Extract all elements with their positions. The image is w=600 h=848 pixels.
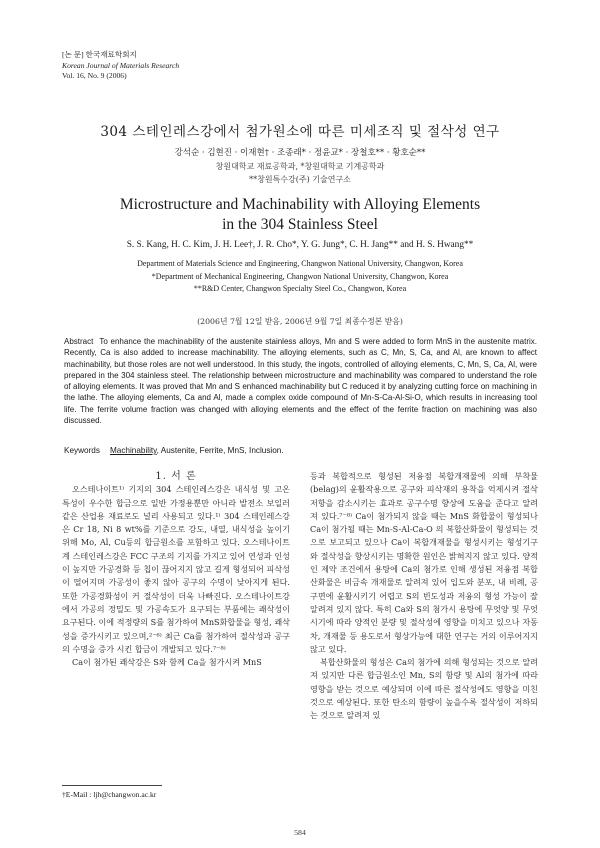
journal-header [62,50,179,82]
english-affiliations [0,258,600,296]
english-affiliation-1: Department of Materials Science and Engineering, Changwon National University, Changwon, Korea [137,259,463,268]
korean-authors: 강석순 · 김현진 · 이재현† · 조종래* · 정윤교* · 장철호** · 황호순** [174,148,426,158]
english-title-line-2: in the 304 Stainless Steel [222,216,378,233]
footnote-divider [62,785,162,786]
keywords-rest: , Austenite, Ferrite, MnS, Inclusion. [156,446,284,455]
korean-title: 304 스테인레스강에서 첨가원소에 따른 미세조직 및 절삭성 연구 [100,124,500,140]
left-paragraph-1: 오스테나이트¹⁾ 기지의 304 스테인레스강은 내식성 및 고온 특성이 우수한 합금으로 일반 가정용뿐만 아니라 발전소 보일러 같은 산업용 재료로도 널리 사용되고 있다.¹⁾ 304 스테인레스강은 Cr 18, Ni 8 wt%를 기준으로 강도, 내열, 내식성을 높이기 위해 Mo, Al, Cu등의 합금원소를 포함하고 있다. 오스테나이트계 스테인레스강은 FCC 구조의 기지를 가지고 있어 연성과 인성이 높지만 가공경화 등 칩이 끊어지지 않고 길게 형성되어 피삭성이 떨어지며 가공성이 좋지 않아 공구의 수명이 낮아지게 된다. 또한 가공경화성이 커 절삭성이 더욱 나빠진다. 오스테나이트강에서 가공의 정밀도 및 가공속도가 요구되는 부품에는 쾌삭성이 요구된다. 이에 적정량의 S를 첨가하여 MnS화합물을 형성, 쾌삭성을 증가시키고 있으며,²⁻⁶⁾ 최근 Ca를 첨가하여 절삭성과 공구의 수명을 증가 시킨 합금이 개발되고 있다.⁷⁻⁸⁾ [62,484,290,654]
abstract-label: Abstract [64,337,94,346]
right-column [310,470,538,723]
journal-english-name: Korean Journal of Materials Research [62,60,180,70]
english-title-line-1: Microstructure and Machinability with Alloying Elements [119,196,481,213]
keywords-label: Keywords [64,446,100,455]
english-affiliation-2: *Department of Mechanical Engineering, Changwon National University, Changwon, Korea [151,271,449,281]
english-title [0,195,600,235]
corresponding-email-footnote: †E-Mail : ljh@changwon.ac.kr [62,790,157,799]
korean-affiliation-1: 창원대학교 재료공학과, *창원대학교 기계공학과 [215,162,385,171]
keywords [64,446,284,455]
korean-affiliation-2: **창원특수강(주) 기술연구소 [249,175,351,184]
korean-affiliations [0,160,600,186]
left-paragraph-2: Ca이 첨가된 쾌삭강은 S와 함께 Ca을 첨가시켜 MnS [72,657,262,668]
english-authors: S. S. Kang, H. C. Kim, J. H. Lee†, J. R. Cho*, Y. G. Jung*, C. H. Jang** and H. S. Hwang** [126,240,474,250]
keyword-machinability: Machinability [109,446,157,455]
right-paragraph-2: 복합산화물의 형성은 Ca의 첨가에 의해 형성되는 것으로 알려져 있지만 다른 합금원소인 Mn, S의 함량 및 Al의 첨가에 따라 영향을 받는 것으로 예상되며 이에 따른 절삭성에도 영향을 미친 것으로 예상된다. 또한 탄소의 함량이 높을수록 절삭성이 저하되는 것으로 알려져 있 [310,657,538,721]
journal-korean-name: [논 문] 한국재료학회지 [62,50,137,59]
abstract [64,336,537,426]
section-heading-introduction: 1. 서 론 [155,471,197,482]
journal-volume: Vol. 16, No. 9 (2006) [62,71,127,80]
left-column [62,470,290,669]
page-number: 584 [294,828,306,837]
received-dates: (2006년 7월 12일 받음, 2006년 9월 7일 최종수정본 받음) [197,317,403,326]
english-affiliation-3: **R&D Center, Changwon Specialty Steel Co., Changwon, Korea [193,284,407,293]
abstract-text: To enhance the machinability of the austenite stainless alloys, Mn and S were added to form MnS in the austenite matrix. Recently, Ca is also added to increase machinability. The alloying elements, such as C, Mn, S, Ca, and Al, are known to affect machinability, but those roles are not well understood. In this study, the ingots, controlled of alloying elements, C, Mn, S, Ca, Al, were prepared in the 304 stainless steel. The relationship between microstructure and machinability was compared to understand the role of alloying elements. It was proved that Mn and S enhanced machinability but C reduced it by analyzing cutting force on machining in the lathe. The alloying elements, Ca and Al, made a complex oxide compound of Mn-S-Ca-Al-Si-O, which results in increasing tool life. The ferrite volume fraction was changed with alloying elements and the effect of the ferrite fraction on machining was also discussed. [64,337,537,426]
right-paragraph-1: 등과 복합적으로 형성된 저융점 복합개재물에 의해 부착물(belag)의 윤활작용으로 공구와 피삭재의 용착을 억제시켜 절삭저항을 감소시키는 효과로 공구수명 향상에 도움을 준다고 알려져 있다.⁷⁻⁸⁾ Ca이 첨가되지 않을 때는 MnS 화합물이 형성되나 Ca이 첨가될 때는 Mn-S-Al-Ca-O 의 복합산화물이 형성되는 것으로 보고되고 있으나 Ca이 복합개재물을 형성시키는 형성기구와 절삭성을 향상시키는 명확한 원인은 밝혀지지 않고 있다. 양적인 제약 조건에서 용탕에 Ca의 첨가로 인해 생성된 저융점 복합 산화물은 비금속 개재물로 알려져 있어 입도와 분포, 내 비례, 공구면에 윤활시키기 어렵고 S의 빈도성과 저융의 형성 가능이 잘 알려져 있지 않다. 특히 Ca와 S의 첨가시 용탕에 무엇양 및 무엇 시기에 따라 양적인 분량 및 절삭성에 영향을 미치고 있으나 자동차, 개재물 등 용도로서 형상가능에 대한 연구는 거의 이루어지지 않고 있다. [310,471,538,654]
